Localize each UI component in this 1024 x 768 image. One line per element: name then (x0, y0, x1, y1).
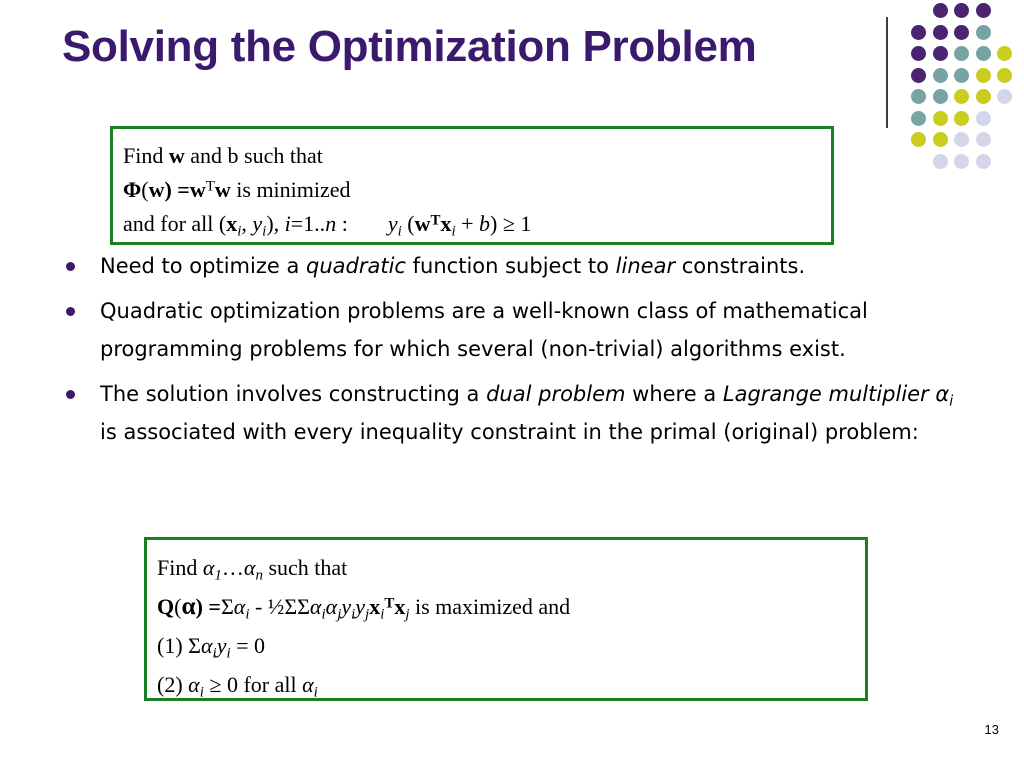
y-var: y (355, 594, 366, 619)
decor-dot (911, 25, 926, 40)
text: where a (625, 382, 723, 406)
transpose-sup: T (384, 595, 395, 612)
subscript-j: j (365, 606, 370, 623)
alpha-vector: α (181, 592, 196, 620)
sigma-symbol: Σ (220, 594, 234, 619)
text: - ½ (249, 594, 285, 619)
decor-dot (911, 68, 926, 83)
decor-dot (976, 111, 991, 126)
bullet-icon (66, 262, 75, 271)
subscript-i: i (262, 223, 267, 240)
decor-dot (976, 132, 991, 147)
decor-dot (954, 25, 969, 40)
text: =1.. (290, 211, 326, 236)
dual-problem-box (144, 537, 868, 701)
dual-line-4 (157, 665, 855, 704)
decor-dot (954, 89, 969, 104)
subscript-i: i (313, 684, 318, 701)
subscript-i: i (321, 606, 326, 623)
decor-dot (911, 132, 926, 147)
emphasis: quadratic (306, 254, 406, 278)
w-vector: w (214, 177, 231, 202)
text: function subject to (405, 254, 616, 278)
text: + (455, 211, 480, 236)
title-divider (886, 17, 888, 128)
decor-dot (933, 25, 948, 40)
text: Find (157, 555, 203, 580)
alpha-var: α (243, 555, 256, 580)
emphasis: Lagrange multiplier α (722, 382, 950, 406)
text: ) = (164, 177, 190, 202)
decor-dot (933, 111, 948, 126)
decor-dot (976, 89, 991, 104)
alpha-var: α (233, 594, 246, 619)
decor-dot (954, 3, 969, 18)
alpha-var: α (302, 672, 314, 697)
bullet-item (60, 292, 970, 368)
alpha-var: α (325, 594, 338, 619)
dual-line-3 (157, 626, 855, 665)
w-vector: w (148, 177, 165, 202)
decor-dot (954, 46, 969, 61)
text: Need to optimize a (100, 254, 307, 278)
decor-dot (954, 68, 969, 83)
text: ( (141, 177, 149, 202)
transpose-sup: T (205, 178, 215, 195)
w-vector: w (189, 177, 206, 202)
decor-dot (933, 132, 948, 147)
bullet-item (60, 375, 970, 451)
y-var: y (341, 594, 352, 619)
text: ) ≥ 1 (490, 211, 532, 236)
transpose-sup: T (430, 212, 441, 229)
text: is minimized (230, 177, 351, 202)
decor-dot (997, 46, 1012, 61)
decor-dot (954, 154, 969, 169)
text: constraints. (675, 254, 806, 278)
primal-line-3 (123, 207, 821, 241)
i-var: i (284, 211, 291, 236)
text: and b such that (184, 143, 323, 168)
text: ( (401, 211, 415, 236)
dual-line-2 (157, 587, 855, 626)
q-function: Q (157, 594, 175, 619)
page-number: 13 (984, 722, 999, 737)
x-vector: x (226, 211, 238, 236)
decor-dot (997, 68, 1012, 83)
emphasis: dual problem (486, 382, 626, 406)
x-vector: x (369, 594, 381, 619)
subscript-i: i (397, 223, 402, 240)
slide-title: Solving the Optimization Problem (62, 22, 757, 71)
decor-dot (933, 68, 948, 83)
decor-dot (911, 46, 926, 61)
text: such that (262, 555, 348, 580)
text: Quadratic optimization problems are a well-known class of mathematical programming problems for which several (non-trivial) algorithms exist. (100, 299, 868, 361)
y-var: y (252, 211, 263, 236)
decor-dot (976, 25, 991, 40)
subscript-j: j (405, 606, 410, 623)
alpha-var: α (188, 672, 200, 697)
y-var: y (387, 211, 398, 236)
b-var: b (479, 211, 491, 236)
w-vector: w (168, 143, 185, 168)
alpha-var: α (200, 633, 213, 658)
subscript-i: i (380, 606, 385, 623)
subscript-i: i (199, 684, 204, 701)
primal-problem-box (110, 126, 834, 245)
text: … (221, 555, 244, 580)
emphasis: linear (615, 254, 676, 278)
text: , (241, 211, 253, 236)
text: ) = (195, 594, 221, 619)
text: Find (123, 143, 169, 168)
decor-dot (954, 132, 969, 147)
text: = 0 (230, 633, 266, 658)
subscript-j: j (337, 606, 342, 623)
phi-symbol: Φ (123, 177, 142, 202)
text: is associated with every inequality constraint in the primal (original) problem: (100, 420, 919, 444)
decor-dot (976, 154, 991, 169)
subscript-i: i (351, 606, 356, 623)
decor-dot (933, 154, 948, 169)
bullet-item (60, 247, 970, 285)
primal-line-2 (123, 173, 821, 207)
sigma-symbol: ΣΣ (284, 594, 310, 619)
w-vector: w (414, 211, 431, 236)
decor-dot (911, 111, 926, 126)
text: is maximized and (409, 594, 571, 619)
bullet-icon (66, 307, 75, 316)
text: The solution involves constructing a (100, 382, 487, 406)
text: and for all ( (123, 211, 227, 236)
sigma-symbol: Σ (188, 633, 201, 658)
subscript-i: i (212, 645, 217, 662)
dual-line-1 (157, 548, 855, 587)
n-var: n (325, 211, 337, 236)
text: (1) (157, 633, 189, 658)
decor-dot (976, 46, 991, 61)
decor-dot (954, 111, 969, 126)
text: : (336, 211, 348, 236)
text: ≥ 0 for all (203, 672, 303, 697)
subscript-i: i (237, 223, 242, 240)
alpha-var: α (309, 594, 322, 619)
subscript: n (255, 567, 263, 584)
subscript-i: i (226, 645, 231, 662)
subscript-i: i (245, 606, 250, 623)
y-var: y (216, 633, 227, 658)
bullet-list (60, 247, 970, 458)
subscript: 1 (214, 567, 222, 584)
text: ( (174, 594, 182, 619)
decor-dot (976, 3, 991, 18)
decor-dot (997, 89, 1012, 104)
decor-dot (933, 3, 948, 18)
x-vector: x (394, 594, 406, 619)
text: (2) (157, 672, 189, 697)
text: ), (266, 211, 285, 236)
subscript-i: i (949, 393, 954, 410)
x-vector: x (440, 211, 452, 236)
bullet-icon (66, 390, 75, 399)
primal-line-1 (123, 139, 821, 173)
decor-dot (911, 89, 926, 104)
alpha-var: α (202, 555, 215, 580)
decor-dot (933, 46, 948, 61)
decor-dot (976, 68, 991, 83)
subscript-i: i (451, 223, 456, 240)
decor-dot (933, 89, 948, 104)
